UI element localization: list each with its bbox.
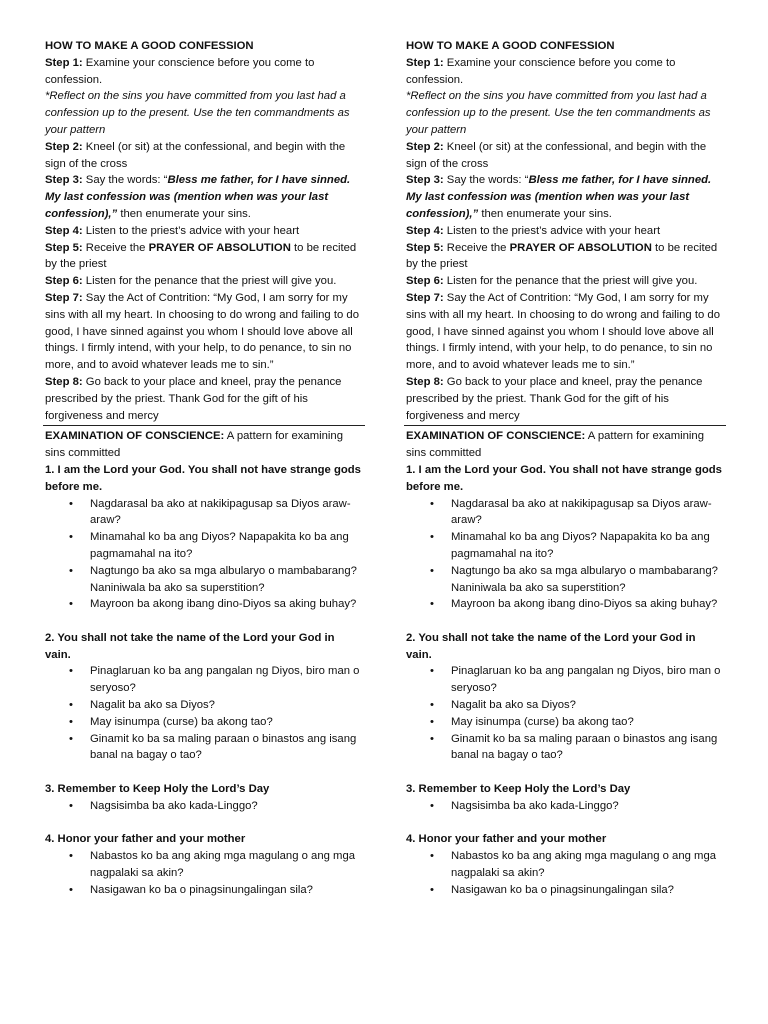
commandment-4-title: 4. Honor your father and your mother <box>406 833 607 846</box>
commandment-1-title: 1. I am the Lord your God. You shall not have strange gods before me. <box>406 463 722 493</box>
list-item: • Pinaglaruan ko ba ang pangalan ng Diyos, biro man o seryoso? <box>406 663 724 697</box>
step-1-note: *Reflect on the sins you have committed from you last had a confession up to the present. Use the ten commandments as your pattern <box>45 90 350 136</box>
commandment-2-title: 2. You shall not take the name of the Lord your God in vain. <box>45 631 335 661</box>
page-title: HOW TO MAKE A GOOD CONFESSION <box>406 40 615 52</box>
list-item: • Mayroon ba akong ibang dino-Diyos sa aking buhay? <box>406 596 724 613</box>
spacer <box>406 764 724 781</box>
list-item: • Nagtungo ba ako sa mga albularyo o mambabarang? Naniniwala ba ako sa superstition? <box>45 563 363 597</box>
commandment-2-title: 2. You shall not take the name of the Lord your God in vain. <box>406 631 696 661</box>
left-column <box>45 38 363 899</box>
list-item: • Mayroon ba akong ibang dino-Diyos sa aking buhay? <box>45 596 363 613</box>
list-item: • Ginamit ko ba sa maling paraan o binastos ang isang banal na bagay o tao? <box>406 731 724 765</box>
step-7: Step 7: Say the Act of Contrition: “My God, I am sorry for my sins with all my heart. In choosing to do wrong and failing to do good, I have sinned against you whom I should love above all things. I firmly intend, with your help, to do penance, to sin no more, and to avoid whatever leads me to sin.” <box>45 291 359 372</box>
commandment-3-title: 3. Remember to Keep Holy the Lord’s Day <box>45 783 270 796</box>
step-8: Step 8: Go back to your place and kneel, pray the penance prescribed by the priest. Thank God for the gift of his forgiveness and mercy <box>45 375 342 422</box>
commandment-2-list <box>406 663 724 764</box>
step-1-note: *Reflect on the sins you have committed from you last had a confession up to the present. Use the ten commandments as your pattern <box>406 90 711 136</box>
list-item: • Nagtungo ba ako sa mga albularyo o mambabarang? Naniniwala ba ako sa superstition? <box>406 563 724 597</box>
step-6: Step 6: Listen for the penance that the priest will give you. <box>406 275 698 288</box>
step-3: Step 3: Say the words: “Bless me father, for I have sinned. My last confession was (mention when was your last confession),” then enumerate your sins. <box>45 174 351 220</box>
list-item: • May isinumpa (curse) ba akong tao? <box>45 714 363 731</box>
step-3: Step 3: Say the words: “Bless me father, for I have sinned. My last confession was (mention when was your last confession),” then enumerate your sins. <box>406 174 712 220</box>
step-2: Step 2: Kneel (or sit) at the confessional, and begin with the sign of the cross <box>406 140 707 170</box>
list-item: • Nagsisimba ba ako kada-Linggo? <box>406 798 724 815</box>
step-7: Step 7: Say the Act of Contrition: “My God, I am sorry for my sins with all my heart. In choosing to do wrong and failing to do good, I have sinned against you whom I should love above all things. I firmly intend, with your help, to do penance, to sin no more, and to avoid whatever leads me to sin.” <box>406 291 720 372</box>
commandment-1-title: 1. I am the Lord your God. You shall not have strange gods before me. <box>45 463 361 493</box>
commandment-3-list <box>406 798 724 815</box>
commandment-1-list <box>45 496 363 614</box>
commandment-3-list <box>45 798 363 815</box>
step-4: Step 4: Listen to the priest’s advice with your heart <box>45 224 300 237</box>
spacer <box>406 613 724 630</box>
step-6: Step 6: Listen for the penance that the priest will give you. <box>45 275 337 288</box>
spacer <box>45 613 363 630</box>
section-divider <box>404 425 726 426</box>
commandment-2-list <box>45 663 363 764</box>
list-item: • Nagsisimba ba ako kada-Linggo? <box>45 798 363 815</box>
commandment-4-list <box>406 848 724 898</box>
list-item: • Nasigawan ko ba o pinagsinungalingan sila? <box>406 882 724 899</box>
list-item: • May isinumpa (curse) ba akong tao? <box>406 714 724 731</box>
step-1: Step 1: Examine your conscience before you come to confession. <box>45 56 315 86</box>
spacer <box>45 815 363 832</box>
list-item: • Minamahal ko ba ang Diyos? Napapakita ko ba ang pagmamahal na ito? <box>45 529 363 563</box>
step-8: Step 8: Go back to your place and kneel, pray the penance prescribed by the priest. Thank God for the gift of his forgiveness and mercy <box>406 375 703 422</box>
section-divider <box>43 425 365 426</box>
spacer <box>406 815 724 832</box>
step-5: Step 5: Receive the PRAYER OF ABSOLUTION to be recited by the priest <box>406 241 718 271</box>
commandment-4-list <box>45 848 363 898</box>
list-item: • Ginamit ko ba sa maling paraan o binastos ang isang banal na bagay o tao? <box>45 731 363 765</box>
list-item: • Pinaglaruan ko ba ang pangalan ng Diyos, biro man o seryoso? <box>45 663 363 697</box>
list-item: • Nabastos ko ba ang aking mga magulang o ang mga nagpalaki sa akin? <box>45 848 363 882</box>
commandment-3-title: 3. Remember to Keep Holy the Lord’s Day <box>406 783 631 796</box>
step-1: Step 1: Examine your conscience before you come to confession. <box>406 56 676 86</box>
exam-heading: EXAMINATION OF CONSCIENCE: A pattern for examining sins committed <box>45 430 343 460</box>
step-2: Step 2: Kneel (or sit) at the confessional, and begin with the sign of the cross <box>45 140 346 170</box>
list-item: • Nagdarasal ba ako at nakikipagusap sa Diyos araw-araw? <box>45 496 363 530</box>
spacer <box>45 764 363 781</box>
list-item: • Nagalit ba ako sa Diyos? <box>406 697 724 714</box>
step-4: Step 4: Listen to the priest’s advice with your heart <box>406 224 661 237</box>
page-title: HOW TO MAKE A GOOD CONFESSION <box>45 40 254 52</box>
list-item: • Nagdarasal ba ako at nakikipagusap sa Diyos araw-araw? <box>406 496 724 530</box>
list-item: • Minamahal ko ba ang Diyos? Napapakita ko ba ang pagmamahal na ito? <box>406 529 724 563</box>
step-5: Step 5: Receive the PRAYER OF ABSOLUTION to be recited by the priest <box>45 241 357 271</box>
commandment-1-list <box>406 496 724 614</box>
right-column <box>406 38 724 899</box>
list-item: • Nasigawan ko ba o pinagsinungalingan sila? <box>45 882 363 899</box>
list-item: • Nagalit ba ako sa Diyos? <box>45 697 363 714</box>
list-item: • Nabastos ko ba ang aking mga magulang o ang mga nagpalaki sa akin? <box>406 848 724 882</box>
commandment-4-title: 4. Honor your father and your mother <box>45 833 246 846</box>
exam-heading: EXAMINATION OF CONSCIENCE: A pattern for examining sins committed <box>406 430 704 460</box>
